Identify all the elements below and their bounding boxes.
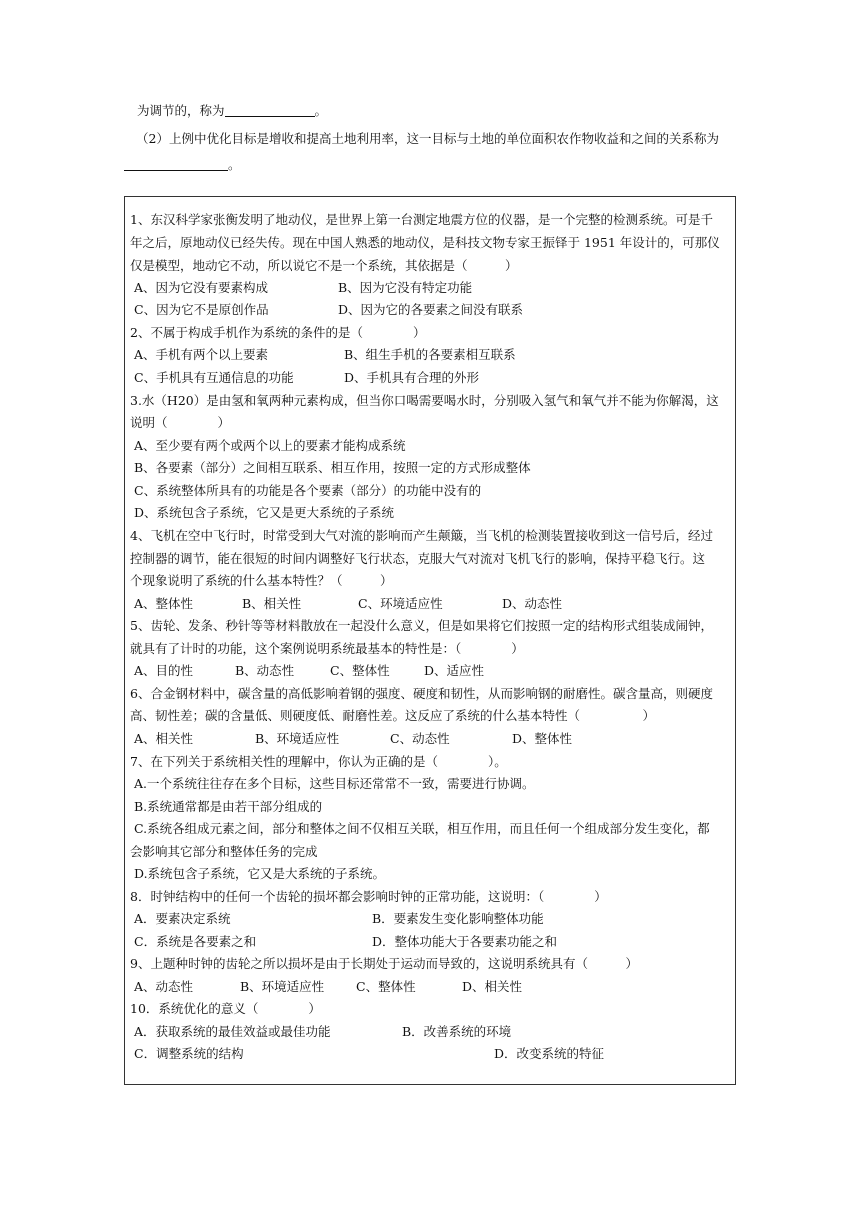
- q10-option-c[interactable]: C．调整系统的结构: [134, 1046, 244, 1061]
- q3-option-d[interactable]: D、系统包含子系统，它又是更大系统的子系统: [134, 505, 395, 520]
- q1-line-1: 1、东汉科学家张衡发明了地动仪，是世界上第一台测定地震方位的仪器，是一个完整的检测系统。可是千: [130, 212, 713, 227]
- q8-option-d[interactable]: D．整体功能大于各要素功能之和: [372, 934, 558, 949]
- q7-option-d[interactable]: D.系统包含子系统，它又是大系统的子系统。: [134, 866, 386, 881]
- intro-line-2: （2）上例中优化目标是增收和提高土地利用率，这一目标与土地的单位面积农作物收益和之间的关系称为: [136, 131, 719, 146]
- q7-option-c[interactable]: C.系统各组成元素之间，部分和整体之间不仅相互关联，相互作用，而且任何一个组成部分发生变化，都: [134, 821, 710, 836]
- answer-blank-1[interactable]: [225, 103, 315, 117]
- q9-option-c[interactable]: C、整体性: [356, 979, 416, 994]
- q6-option-b[interactable]: B、环境适应性: [255, 731, 340, 746]
- q1-option-a[interactable]: A、因为它没有要素构成: [134, 280, 269, 295]
- q6-option-a[interactable]: A、相关性: [134, 731, 194, 746]
- q2-line-1: 2、不属于构成手机作为系统的条件的是（ ）: [130, 325, 426, 340]
- q3-line-2: 说明（ ）: [130, 415, 231, 430]
- q5-line-2: 就具有了计时的功能，这个案例说明系统最基本的特性是：（ ）: [130, 641, 524, 656]
- q8-option-a[interactable]: A．要素决定系统: [134, 911, 231, 926]
- q4-line-2: 控制器的调节，能在很短的时间内调整好飞行状态，克服大气对流对飞机飞行的影响，保持平稳飞行。这: [130, 551, 706, 566]
- q1-line-2: 年之后，原地动仪已经失传。现在中国人熟悉的地动仪，是科技文物专家王振铎于 1951 年设计的，可那仪: [130, 235, 720, 250]
- intro-line-1: [137, 103, 327, 119]
- q5-option-b[interactable]: B、动态性: [235, 663, 295, 678]
- q2-option-a[interactable]: A、手机有两个以上要素: [134, 347, 269, 362]
- q4-line-1: 4、飞机在空中飞行时，时常受到大气对流的影响而产生颠簸，当飞机的检测装置接收到这一信号后，经过: [130, 528, 713, 543]
- q5-option-c[interactable]: C、整体性: [330, 663, 390, 678]
- q7-line-1: 7、在下列关于系统相关性的理解中，你认为正确的是（ ）。: [130, 754, 507, 769]
- q4-option-d[interactable]: D、动态性: [502, 596, 563, 611]
- q4-option-b[interactable]: B、相关性: [242, 596, 302, 611]
- q1-option-d[interactable]: D、因为它的各要素之间没有联系: [338, 302, 524, 317]
- q4-option-a[interactable]: A、整体性: [134, 596, 194, 611]
- q4-option-c[interactable]: C、环境适应性: [358, 596, 443, 611]
- q10-option-b[interactable]: B．改善系统的环境: [402, 1024, 512, 1039]
- q9-line-1: 9、上题种时钟的齿轮之所以损坏是由于长期处于运动而导致的，这说明系统具有（ ）: [130, 956, 638, 971]
- q8-line-1: 8．时钟结构中的任何一个齿轮的损坏都会影响时钟的正常功能，这说明：（ ）: [130, 889, 607, 904]
- q3-line-1: 3.水（H20）是由氢和氧两种元素构成，但当你口喝需要喝水时，分别吸入氢气和氧气并不能为你解渴，这: [130, 393, 719, 408]
- q6-option-d[interactable]: D、整体性: [512, 731, 573, 746]
- q8-option-c[interactable]: C．系统是各要素之和: [134, 934, 257, 949]
- intro-line-1-text: 为调节的，称为: [137, 103, 225, 118]
- q5-option-d[interactable]: D、适应性: [424, 663, 485, 678]
- q5-option-a[interactable]: A、目的性: [134, 663, 194, 678]
- q7-option-a[interactable]: A.一个系统往往存在多个目标，这些目标还常常不一致，需要进行协调。: [134, 776, 535, 791]
- q2-option-c[interactable]: C、手机具有互通信息的功能: [134, 370, 294, 385]
- q3-option-b[interactable]: B、各要素（部分）之间相互联系、相互作用，按照一定的方式形成整体: [134, 460, 531, 475]
- q7-option-b[interactable]: B.系统通常都是由若干部分组成的: [134, 799, 323, 814]
- q3-option-c[interactable]: C、系统整体所具有的功能是各个要素（部分）的功能中没有的: [134, 483, 482, 498]
- q3-option-a[interactable]: A、至少要有两个或两个以上的要素才能构成系统: [134, 438, 406, 453]
- q8-option-b[interactable]: B．要素发生变化影响整体功能: [372, 911, 544, 926]
- q5-line-1: 5、齿轮、发条、秒针等等材料散放在一起没什么意义，但是如果将它们按照一定的结构形式组装成闹钟，: [130, 618, 713, 633]
- q6-line-1: 6、合金钢材料中，碳含量的高低影响着钢的强度、硬度和韧性，从而影响钢的耐磨性。碳含量高，则硬度: [130, 686, 713, 701]
- intro-line-3-end: 。: [228, 157, 241, 172]
- answer-blank-2[interactable]: [124, 157, 228, 171]
- q6-option-c[interactable]: C、动态性: [390, 731, 450, 746]
- q2-option-d[interactable]: D、手机具有合理的外形: [344, 370, 480, 385]
- q6-line-2: 高、韧性差；碳的含量低、则硬度低、耐磨性差。这反应了系统的什么基本特性（ ）: [130, 708, 656, 723]
- q10-line-1: 10．系统优化的意义（ ）: [130, 1001, 321, 1016]
- q9-option-b[interactable]: B、环境适应性: [240, 979, 325, 994]
- q10-option-a[interactable]: A．获取系统的最佳效益或最佳功能: [134, 1024, 331, 1039]
- q9-option-a[interactable]: A、动态性: [134, 979, 194, 994]
- intro-line-3: [124, 157, 241, 173]
- q1-option-c[interactable]: C、因为它不是原创作品: [134, 302, 269, 317]
- q4-line-3: 个现象说明了系统的什么基本特性？（ ）: [130, 573, 393, 588]
- q1-option-b[interactable]: B、因为它没有特定功能: [338, 280, 473, 295]
- intro-line-1-end: 。: [314, 103, 328, 118]
- q9-option-d[interactable]: D、相关性: [462, 979, 523, 994]
- q2-option-b[interactable]: B、组生手机的各要素相互联系: [344, 347, 516, 362]
- q7-option-c-cont: 会影响其它部分和整体任务的完成: [130, 844, 318, 859]
- q1-line-3: 仅是模型，地动它不动，所以说它不是一个系统，其依据是（ ）: [130, 258, 518, 273]
- q10-option-d[interactable]: D．改变系统的特征: [494, 1046, 605, 1061]
